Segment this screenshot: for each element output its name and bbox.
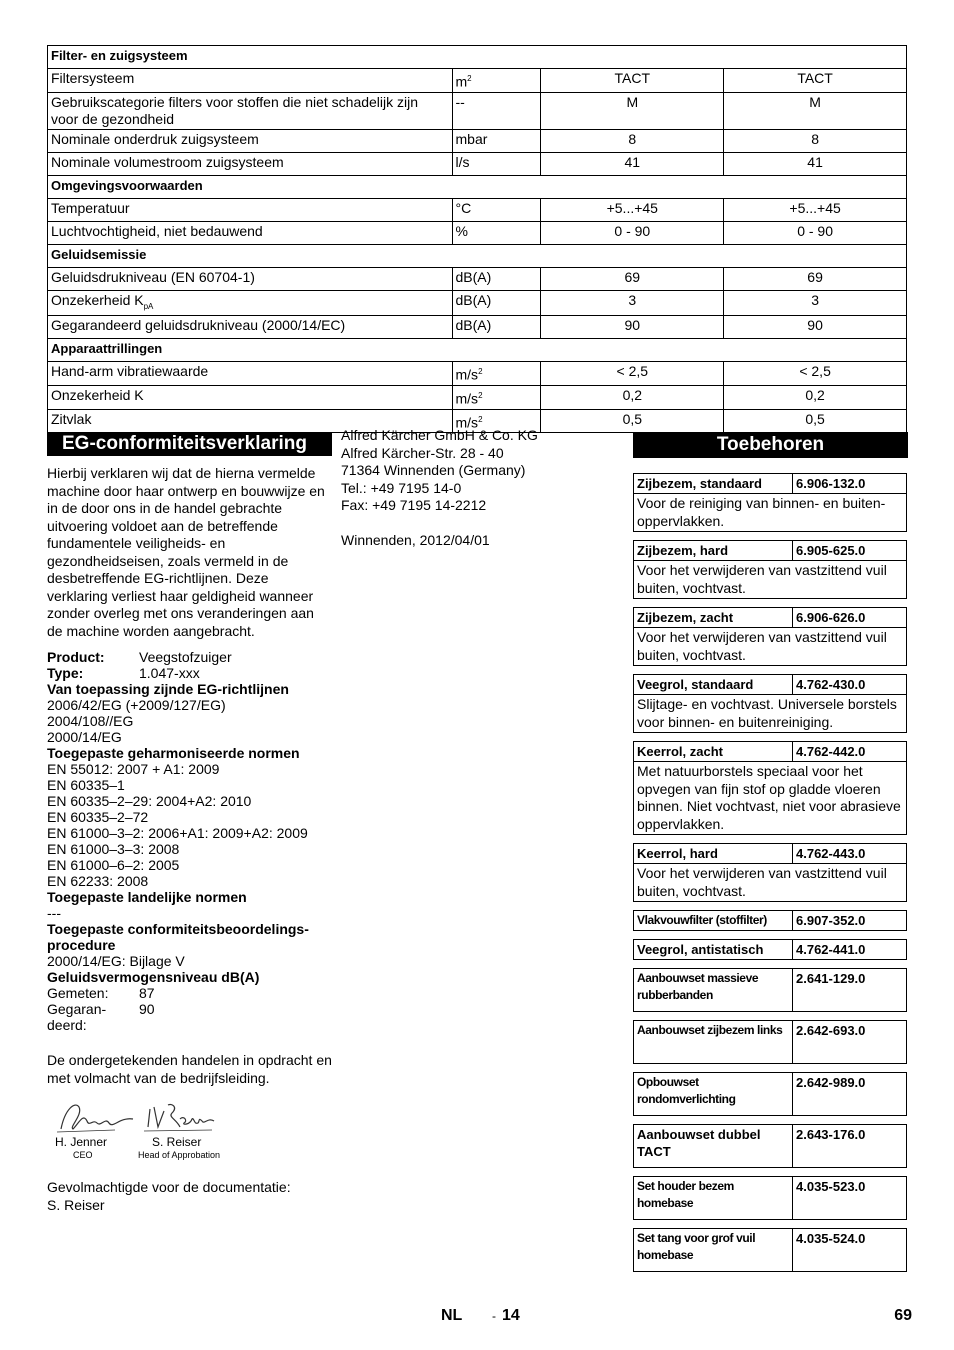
- harmonised-standard-item: EN 62233: 2008: [47, 873, 149, 889]
- accessory-name: Opbouwset rondomverlichting: [634, 1073, 793, 1116]
- signer-2-name: S. Reiser: [152, 1135, 202, 1149]
- spec-value-v2: M: [724, 92, 907, 129]
- spec-unit-text: m/s: [455, 390, 479, 407]
- spec-unit-text: °C: [455, 199, 472, 216]
- spec-unit-superscript: 2: [478, 414, 483, 424]
- accessory-part-number: 6.906-132.0: [793, 474, 907, 494]
- harmonised-title: Toegepaste geharmoniseerde normen: [47, 745, 300, 761]
- accessory-item: [633, 843, 907, 902]
- spec-section-title: Filter- en zuigsysteem: [48, 46, 907, 69]
- harmonised-standard-item: EN 60335–2–29: 2004+A2: 2010: [47, 793, 252, 809]
- accessory-name: Aanbouwset zijbezem links: [634, 1021, 793, 1064]
- spec-value-v1: 90: [541, 316, 724, 339]
- procedure-value: 2000/14/EG: Bijlage V: [47, 953, 185, 969]
- spec-label-subscript: pA: [143, 301, 154, 311]
- spec-label: [48, 290, 453, 316]
- accessory-part-number: 2.643-176.0: [793, 1125, 907, 1168]
- place-date: Winnenden, 2012/04/01: [341, 531, 490, 548]
- accessory-part-number: 2.641-129.0: [793, 969, 907, 1012]
- spec-label-text: Filtersysteem: [51, 70, 135, 86]
- spec-unit-text: dB(A): [455, 291, 492, 308]
- harmonised-standard-item: EN 60335–1: [47, 777, 125, 793]
- footer-language: NL: [441, 1307, 463, 1324]
- spec-value-v2: 0,5: [724, 409, 907, 433]
- spec-value-v1: 3: [541, 290, 724, 316]
- measured-value: 87: [139, 985, 155, 1001]
- spec-unit: [452, 316, 541, 339]
- company-line: Fax: +49 7195 14-2212: [341, 497, 487, 513]
- spec-label: [48, 267, 453, 290]
- accessory-description: Voor het verwijderen van vastzittend vuil buiten, vochtvast.: [634, 864, 907, 902]
- spec-unit-superscript: 2: [478, 367, 483, 377]
- spec-row: [48, 152, 907, 175]
- spec-value-v2: 69: [724, 267, 907, 290]
- spec-unit: [452, 362, 541, 386]
- spec-unit: [452, 129, 541, 152]
- accessory-part-number: 4.762-442.0: [793, 742, 907, 762]
- measured-label: Gemeten:: [47, 985, 109, 1001]
- accessory-part-number: 4.762-443.0: [793, 844, 907, 864]
- harmonised-standard-item: EN 61000–3–3: 2008: [47, 841, 180, 857]
- accessory-item: [633, 1072, 907, 1116]
- spec-value-v2: +5...+45: [724, 198, 907, 221]
- accessory-part-number: 6.905-625.0: [793, 541, 907, 561]
- spec-unit-text: dB(A): [455, 317, 492, 334]
- signer-1-role: CEO: [73, 1150, 93, 1160]
- doc-label: Gevolmachtigde voor de documentatie:: [47, 1179, 291, 1195]
- accessory-item: [633, 910, 907, 931]
- spec-unit: [452, 69, 541, 93]
- signatures: [47, 1099, 332, 1165]
- conformity-details: [47, 649, 332, 1033]
- spec-value-v2: 0 - 90: [724, 221, 907, 244]
- spec-value-v2: < 2,5: [724, 362, 907, 386]
- spec-value-v1: 8: [541, 129, 724, 152]
- accessory-item: [633, 607, 907, 666]
- spec-row: [48, 129, 907, 152]
- spec-section-header: [48, 175, 907, 198]
- accessory-part-number: 4.035-523.0: [793, 1177, 907, 1220]
- footer-dash: -: [492, 1309, 496, 1323]
- doc-name: S. Reiser: [47, 1196, 105, 1213]
- accessories-heading: Toebehoren: [633, 432, 908, 458]
- procedure-title-2: procedure: [47, 937, 116, 953]
- spec-value-v2: TACT: [724, 69, 907, 93]
- national-title: Toegepaste landelijke normen: [47, 889, 247, 905]
- spec-label: [48, 198, 453, 221]
- spec-unit: [452, 92, 541, 129]
- accessory-item: [633, 968, 907, 1012]
- harmonised-standard-item: EN 60335–2–72: [47, 809, 149, 825]
- spec-label: [48, 92, 453, 129]
- spec-value-v1: 69: [541, 267, 724, 290]
- type-value: 1.047-xxx: [139, 665, 200, 681]
- harmonised-standard-item: EN 61000–6–2: 2005: [47, 857, 180, 873]
- spec-value-v1: +5...+45: [541, 198, 724, 221]
- accessories-list: [633, 473, 908, 1272]
- guaranteed-label-1: Gegaran-: [47, 1001, 107, 1017]
- directive-item: 2006/42/EG (+2009/127/EG): [47, 697, 226, 713]
- signature-reiser-icon: [138, 1099, 218, 1135]
- accessory-item: [633, 674, 907, 733]
- guaranteed-value: 90: [139, 1001, 155, 1017]
- company-address: [341, 427, 601, 515]
- spec-value-v2: 8: [724, 129, 907, 152]
- footer-sheet-number: 69: [894, 1307, 912, 1324]
- company-line: Alfred Kärcher GmbH & Co. KG: [341, 427, 538, 443]
- accessory-part-number: 4.762-441.0: [793, 940, 907, 960]
- spec-value-v1: < 2,5: [541, 362, 724, 386]
- spec-section-title: Geluidsemissie: [48, 244, 907, 267]
- accessory-name: Aanbouwset dubbel TACT: [634, 1125, 793, 1168]
- spec-unit: [452, 267, 541, 290]
- signer-1-name: H. Jenner: [55, 1135, 108, 1149]
- national-value: ---: [47, 905, 61, 921]
- accessory-name: Vlakvouwfilter (stoffilter): [634, 911, 793, 931]
- harmonised-standard-item: EN 61000–3–2: 2006+A1: 2009+A2: 2009: [47, 825, 308, 841]
- spec-row: [48, 198, 907, 221]
- accessory-part-number: 2.642-989.0: [793, 1073, 907, 1116]
- signature-jenner-icon: [55, 1099, 135, 1135]
- accessory-item: [633, 473, 907, 532]
- harmonised-list: [47, 761, 332, 889]
- spec-label: [48, 221, 453, 244]
- spec-unit-superscript: 2: [467, 74, 472, 83]
- spec-section-title: Omgevingsvoorwaarden: [48, 175, 907, 198]
- accessory-item: [633, 1124, 907, 1168]
- spec-label-text: Temperatuur: [51, 199, 130, 216]
- spec-value-v2: 90: [724, 316, 907, 339]
- accessory-description: Slijtage- en vochtvast. Universele borstels voor binnen- en buitenreiniging.: [634, 695, 907, 733]
- spec-value-v1: TACT: [541, 69, 724, 93]
- spec-label-text: Luchtvochtigheid, niet bedauwend: [51, 222, 263, 239]
- spec-row: [48, 267, 907, 290]
- directive-item: 2004/108//EG: [47, 713, 134, 729]
- accessory-name: Veegrol, antistatisch: [634, 940, 793, 960]
- product-label: Product:: [47, 649, 105, 665]
- accessory-item: [633, 1020, 907, 1064]
- spec-label-text: Nominale volumestroom zuigsysteem: [51, 153, 284, 170]
- company-line: Alfred Kärcher-Str. 28 - 40: [341, 444, 504, 461]
- spec-section-header: [48, 46, 907, 69]
- accessory-item: [633, 540, 907, 599]
- spec-label-text: Onzekerheid K: [51, 387, 144, 404]
- spec-unit: [452, 386, 541, 410]
- spec-value-v1: 0,2: [541, 386, 724, 410]
- spec-section-title: Apparaattrillingen: [48, 339, 907, 362]
- signer-2-role: Head of Approbation: [138, 1150, 221, 1160]
- accessory-description: Voor de reiniging van binnen- en buiten-oppervlakken.: [634, 494, 907, 532]
- spec-label: [48, 152, 453, 175]
- company-line: Tel.: +49 7195 14-0: [341, 479, 462, 496]
- directive-item: 2000/14/EG: [47, 729, 122, 745]
- spec-unit-text: m: [455, 73, 468, 90]
- spec-table: [47, 45, 907, 433]
- spec-value-v1: 0 - 90: [541, 221, 724, 244]
- accessory-name: Zijbezem, zacht: [634, 608, 793, 628]
- spec-label: [48, 129, 453, 152]
- spec-label-text: Gegarandeerd geluidsdrukniveau (2000/14/EC): [51, 317, 346, 334]
- accessory-description: Met natuurborstels speciaal voor het opvegen van fijn stof op gladde vloeren binnen. Niet vochtvast, niet voor abrasieve oppervlakken.: [634, 762, 907, 835]
- spec-label-text: Geluidsdrukniveau (EN 60704-1): [51, 268, 255, 285]
- conformity-intro: Hierbij verklaren wij dat de hierna vermelde machine door haar ontwerp en bouwwijze en in de door ons in de handel gebrachte uitvoering voldoet aan de betreffende fundamentele veiligheids- en gezondheidseisen, zoals vermeld in de desbetreffende EG-richtlijnen. Deze verklaring verliest haar geldigheid wanneer zonder overleg met ons veranderingen aan de machine worden aangebracht.: [47, 465, 325, 639]
- conformity-section: [47, 432, 332, 1214]
- accessory-name: Aanbouwset massieve rubberbanden: [634, 969, 793, 1012]
- accessory-name: Set tang voor grof vuil homebase: [634, 1229, 793, 1272]
- spec-section-header: [48, 244, 907, 267]
- conformity-heading: EG-conformiteitsverklaring: [47, 432, 332, 456]
- spec-value-v1: M: [541, 92, 724, 129]
- spec-value-v2: 41: [724, 152, 907, 175]
- spec-unit-text: --: [455, 93, 465, 110]
- accessory-description: Voor het verwijderen van vastzittend vuil buiten, vochtvast.: [634, 561, 907, 599]
- accessory-part-number: 4.762-430.0: [793, 675, 907, 695]
- spec-row: [48, 290, 907, 316]
- company-block: [341, 427, 601, 549]
- spec-row: [48, 92, 907, 129]
- spec-label-text: Gebruikscategorie filters voor stoffen die niet schadelijk zijn voor de gezondheid: [51, 93, 419, 127]
- spec-unit-text: dB(A): [455, 268, 492, 285]
- accessory-name: Set houder bezem homebase: [634, 1177, 793, 1220]
- sound-title: Geluidsvermogensniveau dB(A): [47, 969, 260, 985]
- spec-unit: [452, 290, 541, 316]
- spec-section-header: [48, 339, 907, 362]
- spec-row: [48, 316, 907, 339]
- harmonised-standard-item: EN 55012: 2007 + A1: 2009: [47, 761, 220, 777]
- spec-row: [48, 69, 907, 93]
- spec-unit-superscript: 2: [478, 391, 483, 401]
- spec-unit-text: m/s: [455, 367, 479, 384]
- spec-unit: [452, 221, 541, 244]
- spec-value-v2: 3: [724, 290, 907, 316]
- accessory-part-number: 4.035-524.0: [793, 1229, 907, 1272]
- spec-label: [48, 69, 453, 93]
- accessories-section: [633, 432, 908, 1272]
- spec-unit: [452, 152, 541, 175]
- accessory-name: Keerrol, zacht: [634, 742, 793, 762]
- company-line: 71364 Winnenden (Germany): [341, 462, 526, 478]
- product-value: Veegstofzuiger: [139, 649, 232, 665]
- accessory-item: [633, 741, 907, 835]
- spec-label: [48, 362, 453, 386]
- footer-page-number: 14: [502, 1307, 520, 1324]
- accessory-name: Zijbezem, hard: [634, 541, 793, 561]
- spec-label-text: Onzekerheid K: [51, 291, 144, 308]
- spec-value-v1: 41: [541, 152, 724, 175]
- procedure-title-1: Toegepaste conformiteitsbeoordelings-: [47, 921, 309, 937]
- accessory-name: Veegrol, standaard: [634, 675, 793, 695]
- spec-unit-text: l/s: [455, 153, 470, 170]
- directives-title: Van toepassing zijnde EG-richtlijnen: [47, 681, 289, 697]
- spec-label: [48, 386, 453, 410]
- accessory-item: [633, 939, 907, 960]
- accessory-name: Keerrol, hard: [634, 844, 793, 864]
- spec-unit-text: mbar: [455, 130, 488, 147]
- spec-unit: [452, 198, 541, 221]
- spec-value-v2: 0,2: [724, 386, 907, 410]
- spec-label-text: Zitvlak: [51, 410, 92, 427]
- accessory-item: [633, 1176, 907, 1220]
- spec-unit-text: %: [455, 222, 468, 239]
- spec-label: [48, 316, 453, 339]
- signer-2: [138, 1099, 258, 1161]
- directives-list: [47, 697, 332, 745]
- spec-label-text: Hand-arm vibratiewaarde: [51, 363, 209, 380]
- accessory-name: Zijbezem, standaard: [634, 474, 793, 494]
- spec-row: [48, 386, 907, 410]
- accessory-part-number: 6.907-352.0: [793, 911, 907, 931]
- spec-unit-text: m/s: [455, 414, 479, 431]
- accessory-part-number: 2.642-693.0: [793, 1021, 907, 1064]
- accessory-item: [633, 1228, 907, 1272]
- accessory-description: Voor het verwijderen van vastzittend vuil buiten, vochtvast.: [634, 628, 907, 666]
- spec-row: [48, 362, 907, 386]
- footer-page: [492, 1307, 520, 1325]
- spec-value-v1: 0,5: [541, 409, 724, 433]
- spec-label-text: Nominale onderdruk zuigsysteem: [51, 130, 259, 147]
- mandate-text: De ondergetekenden handelen in opdracht en met volmacht van de bedrijfsleiding.: [47, 1052, 332, 1086]
- spec-row: [48, 221, 907, 244]
- type-label: Type:: [47, 665, 84, 681]
- guaranteed-label-2: deerd:: [47, 1017, 87, 1033]
- accessory-part-number: 6.906-626.0: [793, 608, 907, 628]
